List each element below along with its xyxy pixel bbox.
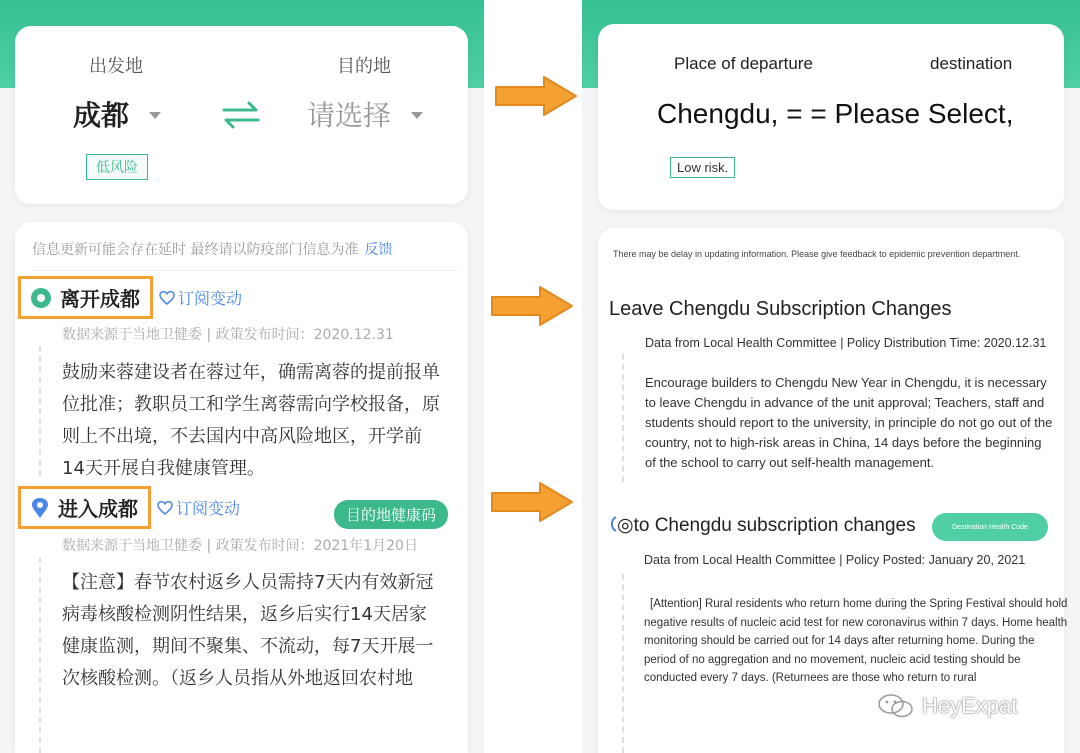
arrow-right-icon (490, 480, 574, 524)
departure-label: 出发地 (89, 56, 143, 77)
destination-label: destination (930, 54, 1013, 73)
leave-title: Leave Chengdu Subscription Changes (609, 298, 952, 320)
policy-card (598, 228, 1068, 753)
enter-meta: Data from Local Health Committee | Policy Posted: January 20, 2021 (644, 553, 1026, 567)
destination-health-code-button[interactable]: Destination Health Code (932, 513, 1048, 541)
arrow-right-icon (490, 284, 574, 328)
destination-label: 目的地 (337, 56, 391, 77)
notice-text: 信息更新可能会存在延时 最终请以防疫部门信息为准 (32, 242, 359, 258)
enter-meta: 数据来源于当地卫健委 | 政策发布时间：2021年1月20日 (62, 538, 418, 554)
route-select-line[interactable]: Chengdu, = = Please Select, (657, 98, 1014, 129)
watermark (876, 692, 1017, 720)
enter-section-header (18, 486, 240, 529)
enter-title: ◎to Chengdu subscription changes (617, 515, 916, 536)
leave-meta: 数据来源于当地卫健委 | 政策发布时间：2020.12.31 (62, 327, 394, 343)
leave-title: 离开成都 (60, 287, 140, 311)
route-card (15, 26, 468, 204)
destination-city-select[interactable]: 请选择 (307, 99, 392, 132)
chevron-down-icon[interactable] (149, 112, 161, 119)
destination-health-code-button[interactable]: 目的地健康码 (334, 500, 448, 529)
chinese-screen (0, 0, 484, 753)
heart-icon (159, 290, 175, 306)
enter-title: 进入成都 (58, 497, 138, 521)
timeline-line (39, 557, 41, 753)
update-notice: There may be delay in updating information. Please give feedback to epidemic prevention department. (613, 249, 1021, 259)
feedback-link[interactable]: 反馈 (364, 242, 393, 258)
route-card (598, 24, 1064, 210)
leave-subscribe-button[interactable] (159, 286, 242, 309)
enter-highlight-box (18, 486, 151, 529)
enter-policy-text: 【注意】春节农村返乡人员需持7天内有效新冠病毒核酸检测阴性结果，返乡后实行14天居家健康监测，期间不聚集、不流动，每7天开展一次核酸检测。（返乡人员指从外地返回农村地 (62, 572, 434, 689)
update-notice (32, 239, 392, 259)
location-pin-icon (31, 497, 49, 519)
watermark-text: HeyExpat (922, 693, 1018, 718)
arrow-right-icon (494, 74, 578, 118)
subscribe-label: 订阅变动 (176, 499, 241, 518)
divider (32, 270, 458, 271)
subscribe-label: 订阅变动 (178, 289, 243, 308)
enter-policy-text: [Attention] Rural residents who return home during the Spring Festival should hold negative results of nucleic acid test for new coronavirus within 7 days. Home health monitoring should be carried out for 14 days after returning home. During the period of no aggregation and no movement, nucleic acid testing should be conducted every 7 days. (Returnees are those who return to rural (644, 598, 1068, 684)
policy-card (15, 222, 468, 753)
leave-policy-text: Encourage builders to Chengdu New Year in Chengdu, it is necessary to leave Chengdu in advance of the unit approval; Teachers, staff and students should report to the university, in principle do not go out of the country, not to high-risk areas in China, 14 days before the beginning of the school to carry out self-health management. (645, 375, 1053, 470)
enter-subscribe-button[interactable] (157, 496, 240, 519)
wechat-icon (876, 692, 916, 720)
chevron-down-icon[interactable] (411, 112, 423, 119)
departure-city-select[interactable]: 成都 (73, 99, 130, 132)
leave-policy-text: 鼓励来蓉建设者在蓉过年，确需离蓉的提前报单位批准；教职员工和学生离蓉需向学校报备，原则上不出境，不去国内中高风险地区，开学前14天开展自我健康管理。 (62, 362, 440, 479)
origin-dot-icon (31, 288, 51, 308)
risk-badge: Low risk. (670, 157, 735, 178)
leave-section-header (18, 276, 242, 319)
timeline-line (622, 354, 624, 482)
leave-highlight-box (18, 276, 153, 319)
swap-arrows-icon[interactable] (222, 100, 260, 130)
timeline-line (39, 346, 41, 476)
leave-meta: Data from Local Health Committee | Policy Distribution Time: 2020.12.31 (645, 336, 1047, 350)
departure-label: Place of departure (674, 54, 813, 73)
heart-icon (157, 500, 173, 516)
english-screen (582, 0, 1080, 753)
timeline-line (622, 574, 624, 753)
risk-badge: 低风险 (86, 154, 148, 180)
